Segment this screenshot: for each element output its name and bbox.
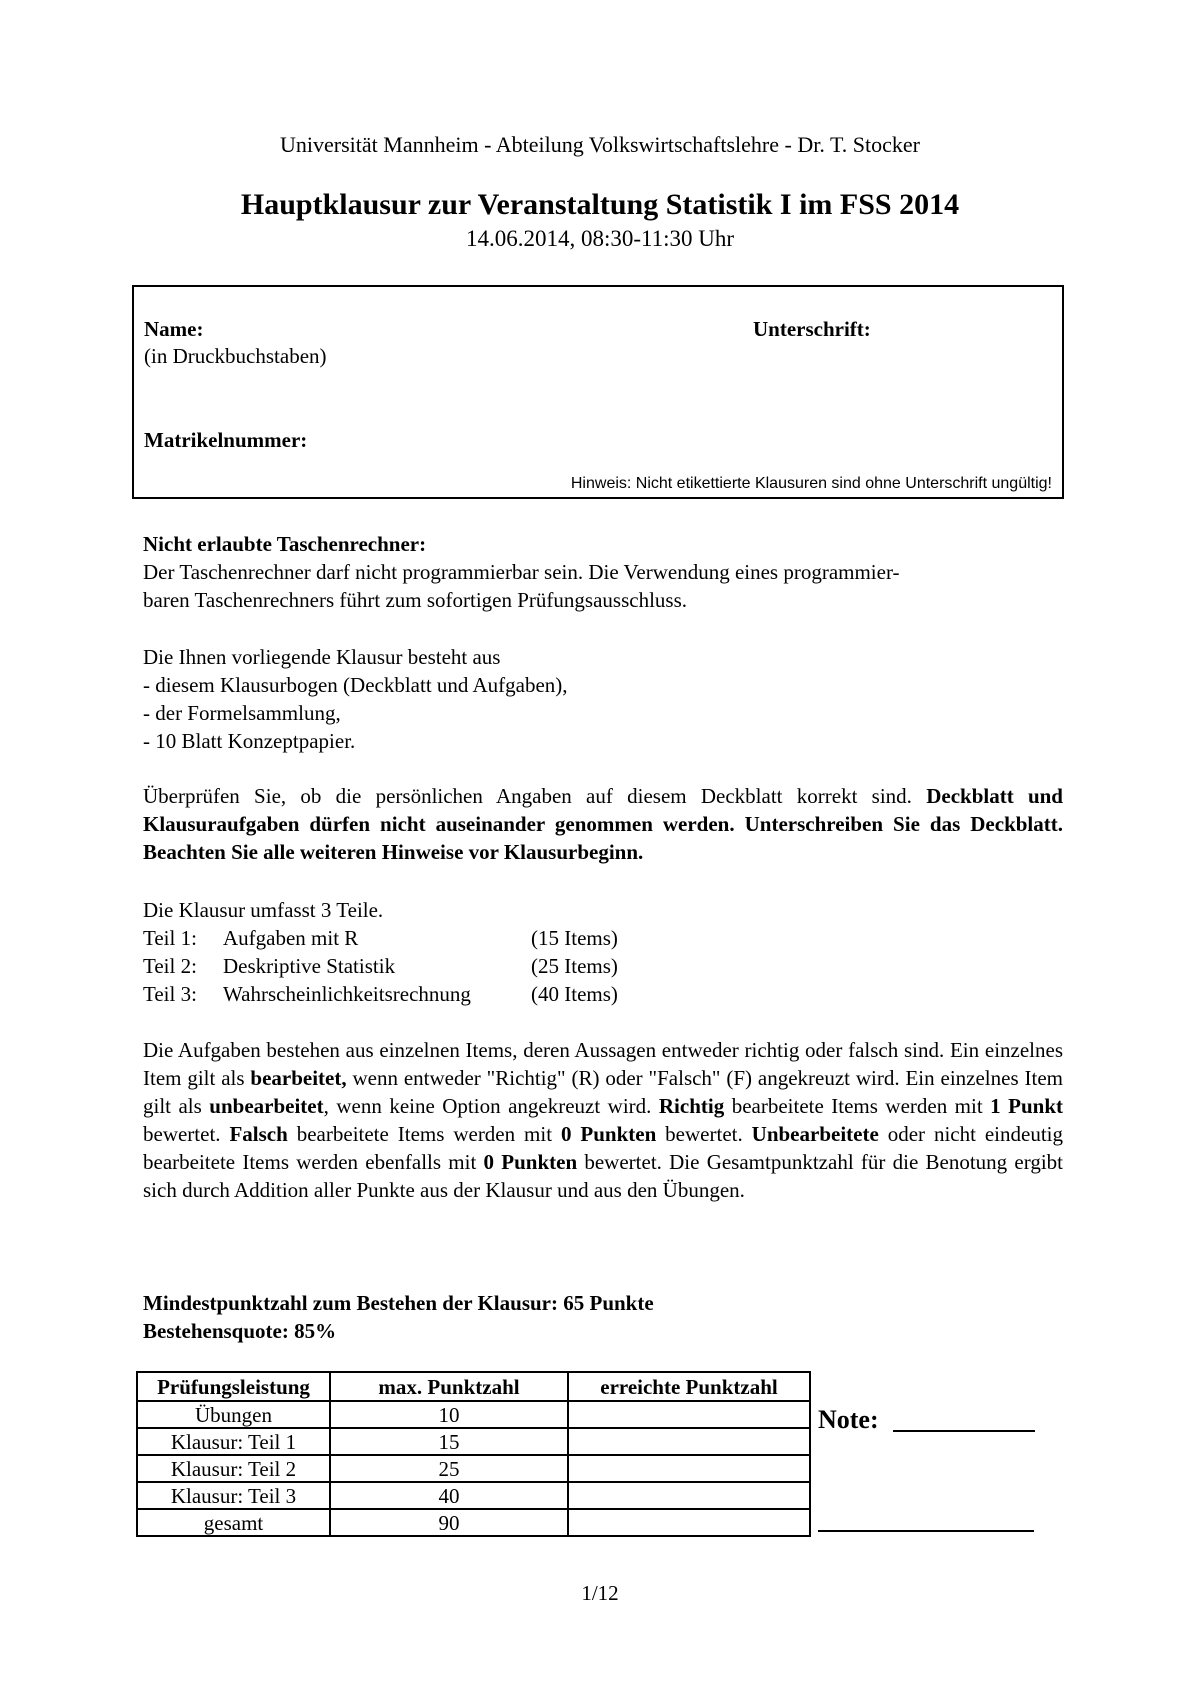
name-label: Name:	[144, 317, 204, 341]
part-items: (15 Items)	[531, 926, 618, 950]
row-max: 10	[330, 1401, 568, 1428]
row-label: gesamt	[137, 1509, 330, 1536]
check-bold-text: Deckblatt und Klausuraufgaben dürfen nicht auseinander genommen werden. Unterschreiben Sie das Deckblatt. Beachten Sie alle weiteren Hinweise vor Klausurbeginn.	[143, 784, 1063, 864]
scoring-rules	[143, 1036, 1063, 1204]
rules-text: , wenn keine Option angekreuzt wird.	[323, 1094, 659, 1118]
part-name: Deskriptive Statistik	[223, 954, 396, 978]
table-row	[137, 1401, 810, 1428]
personal-info-box	[132, 285, 1064, 499]
rules-text: bearbeitete Items werden mit	[287, 1122, 561, 1146]
row-reached	[568, 1482, 810, 1509]
parts-intro: Die Klausur umfasst 3 Teile.	[143, 898, 384, 922]
part-name: Wahrscheinlichkeitsrechnung	[223, 982, 471, 1006]
rules-bold: Unbearbeitete	[751, 1122, 879, 1146]
calculator-line: baren Taschenrechners führt zum sofortigen Prüfungsausschluss.	[143, 588, 688, 612]
table-row	[137, 1428, 810, 1455]
part-row	[143, 924, 743, 952]
part-number: Teil 2:	[143, 954, 197, 978]
header-line: Universität Mannheim - Abteilung Volkswirtschaftslehre - Dr. T. Stocker	[280, 132, 920, 157]
materials-intro: Die Ihnen vorliegende Klausur besteht aus	[143, 645, 501, 669]
row-label: Klausur: Teil 2	[137, 1455, 330, 1482]
rules-text: bearbeitete Items werden mit	[724, 1094, 991, 1118]
passing-info	[143, 1289, 943, 1345]
calculator-heading: Nicht erlaubte Taschenrechner:	[143, 532, 427, 556]
rules-bold: 0 Punkten	[560, 1122, 657, 1146]
materials-item: - diesem Klausurbogen (Deckblatt und Aufgaben),	[143, 673, 568, 697]
rules-bold: Falsch	[229, 1122, 288, 1146]
part-items: (25 Items)	[531, 954, 618, 978]
table-row	[137, 1482, 810, 1509]
minimum-points: Mindestpunktzahl zum Bestehen der Klausur: 65 Punkte	[143, 1291, 654, 1315]
row-label: Klausur: Teil 3	[137, 1482, 330, 1509]
part-row	[143, 952, 743, 980]
box-note: Hinweis: Nicht etikettierte Klausuren sind ohne Unterschrift ungültig!	[570, 475, 1052, 492]
name-hint: (in Druckbuchstaben)	[144, 344, 327, 368]
rules-text: bewertet.	[656, 1122, 752, 1146]
exam-parts	[143, 896, 743, 1008]
rules-bold: 1 Punkt	[990, 1094, 1064, 1118]
part-row	[143, 980, 743, 1008]
part-name: Aufgaben mit R	[223, 926, 359, 950]
rules-text: bewertet.	[143, 1122, 230, 1146]
matrikel-label: Matrikelnummer:	[144, 428, 308, 452]
materials-item: - 10 Blatt Konzeptpapier.	[143, 729, 356, 753]
row-max: 25	[330, 1455, 568, 1482]
row-reached	[568, 1509, 810, 1536]
row-max: 15	[330, 1428, 568, 1455]
table-row	[137, 1509, 810, 1536]
header-reached-points: erreichte Punktzahl	[568, 1372, 810, 1401]
materials-section	[143, 643, 1063, 755]
check-instructions	[143, 782, 1063, 866]
signature-line	[818, 1530, 1034, 1532]
page-title: Hauptklausur zur Veranstaltung Statistik I im FSS 2014	[240, 188, 960, 221]
header-max-points: max. Punktzahl	[330, 1372, 568, 1401]
part-number: Teil 1:	[143, 926, 197, 950]
rules-text: Die Aufgaben bestehen aus einzelnen Items, deren Aussagen entweder richtig oder falsch sind. Ein einzelnes Item gilt als	[143, 1038, 1063, 1090]
rules-text: wenn entweder "Richtig" (R) oder "Falsch" (F) angekreuzt wird. Ein einzelnes Item gilt als	[143, 1066, 1063, 1118]
pass-rate: Bestehensquote: 85%	[143, 1319, 337, 1343]
calculator-section	[143, 530, 1063, 614]
part-number: Teil 3:	[143, 982, 197, 1006]
page-number: 1/12	[581, 1581, 619, 1605]
row-label: Klausur: Teil 1	[137, 1428, 330, 1455]
row-label: Übungen	[137, 1401, 330, 1428]
materials-item: - der Formelsammlung,	[143, 701, 341, 725]
table-header-row	[137, 1372, 810, 1401]
calculator-line: Der Taschenrechner darf nicht programmierbar sein. Die Verwendung eines programmier-	[143, 560, 900, 584]
rules-bold: Richtig	[658, 1094, 725, 1118]
score-table	[136, 1371, 811, 1537]
header-performance: Prüfungsleistung	[137, 1372, 330, 1401]
table-row	[137, 1455, 810, 1482]
rules-text: oder nicht eindeutig bearbeitete Items werden ebenfalls mit	[143, 1122, 1064, 1174]
signature-label: Unterschrift:	[753, 317, 871, 341]
row-reached	[568, 1401, 810, 1428]
part-items: (40 Items)	[531, 982, 618, 1006]
row-reached	[568, 1428, 810, 1455]
rules-text: bewertet. Die Gesamtpunktzahl für die Benotung ergibt sich durch Addition aller Punkte aus der Klausur und aus den Übungen.	[143, 1150, 1063, 1202]
rules-bold: unbearbeitet	[209, 1094, 324, 1118]
rules-bold: bearbeitet,	[250, 1066, 347, 1090]
exam-date: 14.06.2014, 08:30-11:30 Uhr	[465, 226, 735, 251]
grade-line	[893, 1430, 1035, 1432]
row-max: 90	[330, 1509, 568, 1536]
row-reached	[568, 1455, 810, 1482]
check-text: Überprüfen Sie, ob die persönlichen Angaben auf diesem Deckblatt korrekt sind.	[143, 784, 927, 808]
grade-label: Note:	[818, 1405, 879, 1434]
row-max: 40	[330, 1482, 568, 1509]
rules-bold: 0 Punkten	[483, 1150, 578, 1174]
